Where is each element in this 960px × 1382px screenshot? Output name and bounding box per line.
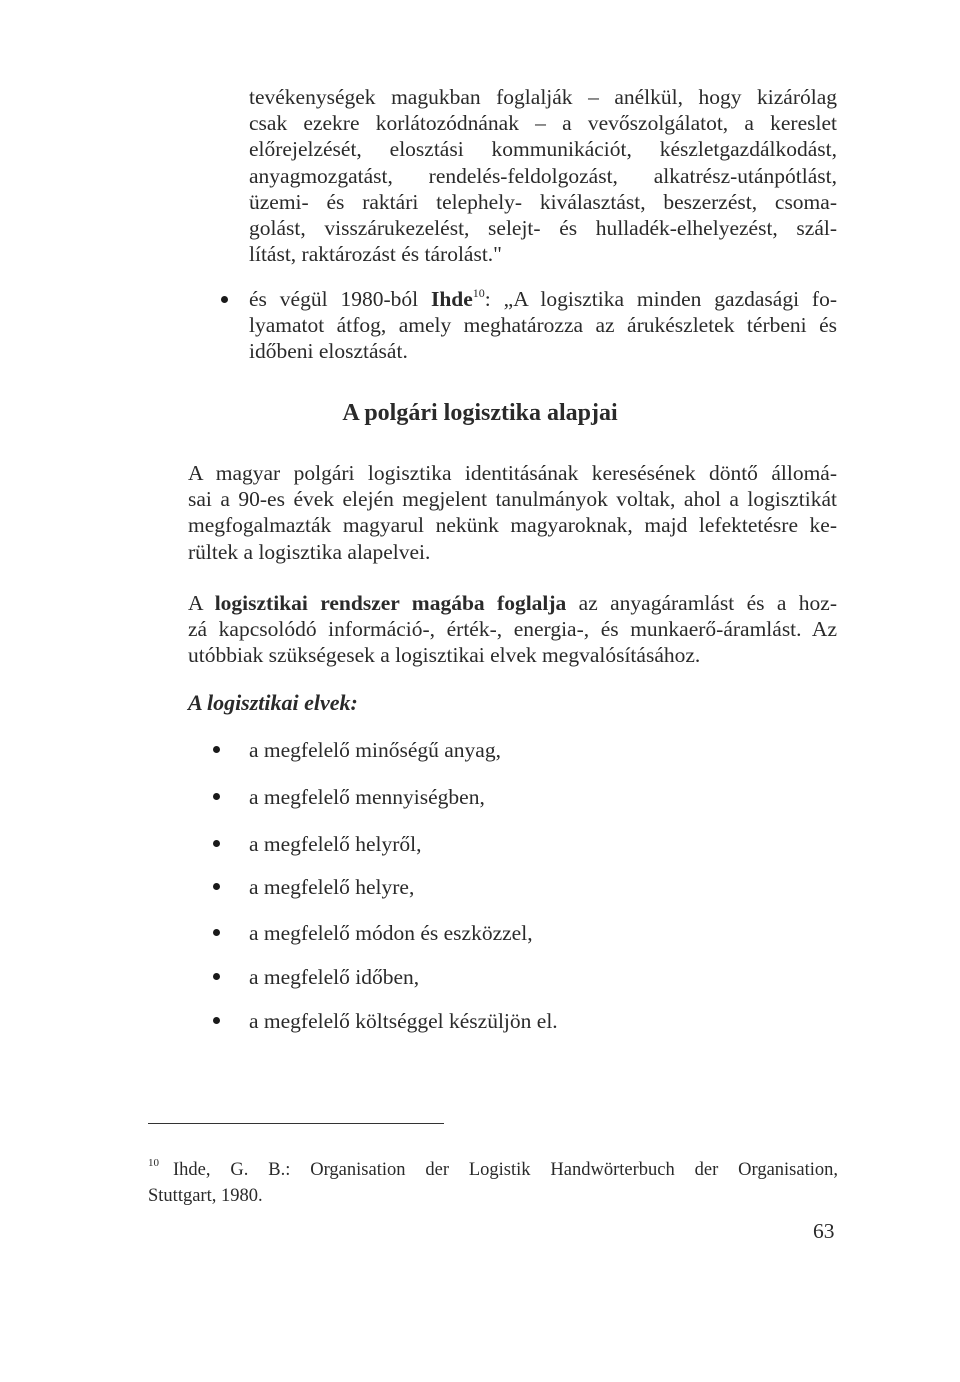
text-line: zá kapcsolódó információ-, érték-, energia-, és munkaerő-áramlást. Az (188, 617, 837, 642)
principle-item: a megfelelő helyről, (249, 832, 422, 856)
bullet-icon (213, 1017, 220, 1024)
text-line: lítást, raktározást és tárolást." (249, 242, 502, 267)
bullet-icon (213, 883, 220, 890)
principle-item: a megfelelő mennyiségben, (249, 785, 485, 809)
bullet-icon (213, 840, 220, 847)
principle-item: a megfelelő minőségű anyag, (249, 738, 501, 762)
text-line: anyagmozgatást, rendelés-feldolgozást, alkatrész-utánpótlást, (249, 163, 837, 188)
bullet-icon (213, 929, 220, 936)
text-line: A magyar polgári logisztika identitásának keresésének döntő állomá- (188, 461, 837, 485)
footnote-line: $^{10}$ Ihde, G. B.: Organisation der Logistik Handwörterbuch der Organisation, (148, 1157, 838, 1180)
principle-item: a megfelelő időben, (249, 965, 420, 989)
text-line: lyamatot átfog, amely meghatározza az árukészletek térbeni és (249, 313, 837, 338)
footnote (148, 1150, 838, 1209)
bullet-icon (213, 973, 220, 980)
principle-item: a megfelelő helyre, (249, 875, 415, 899)
author-name: Ihde (430, 287, 473, 311)
principle-item: a megfelelő költséggel készüljön el. (249, 1009, 558, 1033)
text-line: üzemi- és raktári telephely- kiválasztást, beszerzést, csoma- (249, 189, 837, 214)
footnote-mark: 10 (148, 1157, 159, 1169)
text-line: golást, visszárukezelést, selejt- és hulladék-elhelyezést, szál- (249, 216, 837, 241)
text-line: előrejelzését, elosztási kommunikációt, készletgazdálkodást, (249, 137, 837, 162)
quote-continuation (249, 84, 837, 267)
principle-item: a megfelelő módon és eszközzel, (249, 921, 533, 945)
text-line: időbeni elosztását. (249, 339, 408, 364)
text-line: utóbbiak szükségesek a logisztikai elvek megvalósításához. (188, 643, 701, 668)
text-line: sai a 90-es évek elején megjelent tanulmányok voltak, ahol a logisztikát (188, 487, 837, 512)
text-line: megfogalmazták magyarul nekünk magyaroknak, majd lefektetésre ke- (188, 513, 837, 538)
ihde-definition (249, 286, 837, 365)
text-line: A logisztikai rendszer magába foglalja az anyagáramlást és a hoz- (188, 591, 838, 615)
text-line: csak ezekre korlátozódnának – a vevőszolgálatot, a kereslet (249, 111, 837, 136)
bullet-icon (221, 296, 228, 303)
text-line: és végül 1980-ból Ihde$^{10}$: „A logisztika minden gazdasági fo- (249, 286, 837, 311)
footnote-divider (148, 1123, 444, 1124)
text-line: rültek a logisztika alapelvei. (188, 539, 431, 564)
section-heading: A polgári logisztika alapjai (342, 400, 618, 426)
page-number: 63 (813, 1219, 835, 1243)
paragraph-identity (188, 460, 837, 565)
footnote-ref: 10 (472, 286, 485, 300)
bold-phrase: logisztikai rendszer magába foglalja (214, 591, 567, 615)
principles-heading: A logisztikai elvek: (188, 690, 358, 715)
paragraph-system (188, 590, 837, 669)
footnote-line: Stuttgart, 1980. (148, 1186, 263, 1206)
text-line: tevékenységek magukban foglalják – anélkül, hogy kizárólag (249, 85, 837, 109)
bullet-icon (213, 746, 220, 753)
bullet-icon (213, 793, 220, 800)
